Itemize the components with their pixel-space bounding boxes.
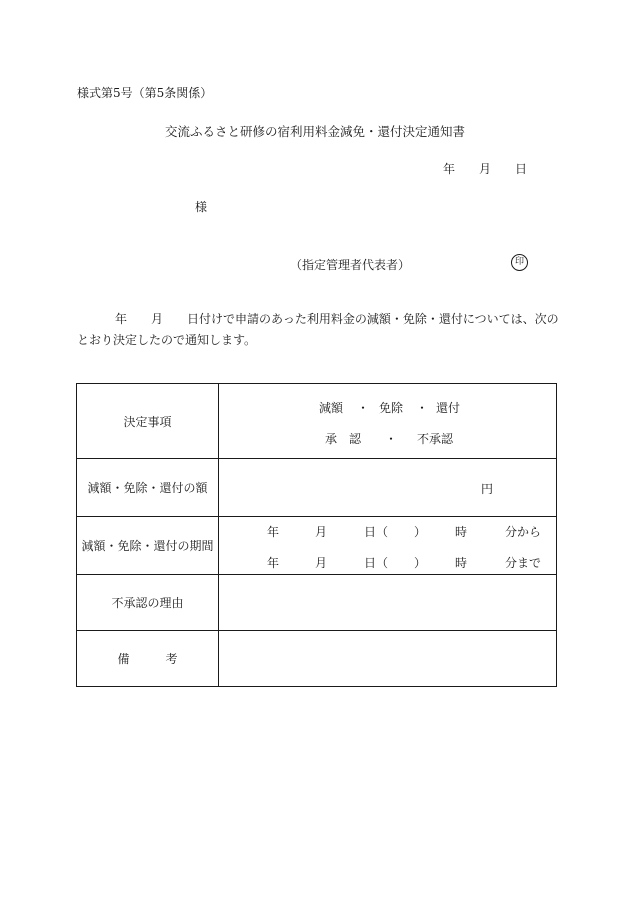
from-close: ） xyxy=(414,525,427,539)
remarks-cell xyxy=(219,631,557,687)
recipient-suffix: 様 xyxy=(195,200,208,214)
option-sep-2: ・ xyxy=(416,401,429,415)
to-hour: 時 xyxy=(455,556,468,570)
from-minute: 分から xyxy=(505,525,542,539)
reason-label: 不承認の理由 xyxy=(77,575,219,631)
decision-options-cell xyxy=(219,384,557,459)
issuer-name: （指定管理者代表者） xyxy=(290,258,411,272)
remarks-row xyxy=(77,631,557,687)
body-text-line1: 年 月 日付けで申請のあった利用料金の減額・免除・還付については、次の xyxy=(115,312,559,326)
option-refund: 還付 xyxy=(436,401,461,415)
to-year: 年 xyxy=(267,556,280,570)
document-title: 交流ふるさと研修の宿利用料金減免・還付決定通知書 xyxy=(164,124,465,139)
to-day: 日（ xyxy=(364,556,389,570)
date-year: 年 xyxy=(443,162,456,176)
seal-icon: 印 xyxy=(511,254,528,271)
to-close: ） xyxy=(414,556,427,570)
option-disapprove: 不承認 xyxy=(417,432,454,446)
decision-label: 決定事項 xyxy=(77,384,219,459)
form-number: 様式第5号（第5条関係） xyxy=(77,86,213,100)
amount-label: 減額・免除・還付の額 xyxy=(77,459,219,517)
period-label: 減額・免除・還付の期間 xyxy=(77,517,219,575)
amount-unit: 円 xyxy=(481,482,494,496)
date-day: 日 xyxy=(515,162,528,176)
remarks-label: 備 考 xyxy=(77,631,219,687)
decision-row xyxy=(77,384,557,459)
option-sep-1: ・ xyxy=(357,401,370,415)
date-month: 月 xyxy=(479,162,492,176)
option-exempt: 免除 xyxy=(379,401,404,415)
from-month: 月 xyxy=(315,525,328,539)
to-month: 月 xyxy=(315,556,328,570)
reason-cell xyxy=(219,575,557,631)
amount-cell xyxy=(219,459,557,517)
option-reduce: 減額 xyxy=(319,401,344,415)
to-minute: 分まで xyxy=(505,556,542,570)
reason-row xyxy=(77,575,557,631)
period-cell xyxy=(219,517,557,575)
decision-table xyxy=(76,383,557,687)
amount-row xyxy=(77,459,557,517)
from-year: 年 xyxy=(267,525,280,539)
period-row xyxy=(77,517,557,575)
body-text-line2: とおり決定したので通知します。 xyxy=(77,333,257,347)
option-sep-3: ・ xyxy=(385,432,398,446)
from-day: 日（ xyxy=(364,525,389,539)
option-approve: 承 認 xyxy=(325,432,362,446)
from-hour: 時 xyxy=(455,525,468,539)
